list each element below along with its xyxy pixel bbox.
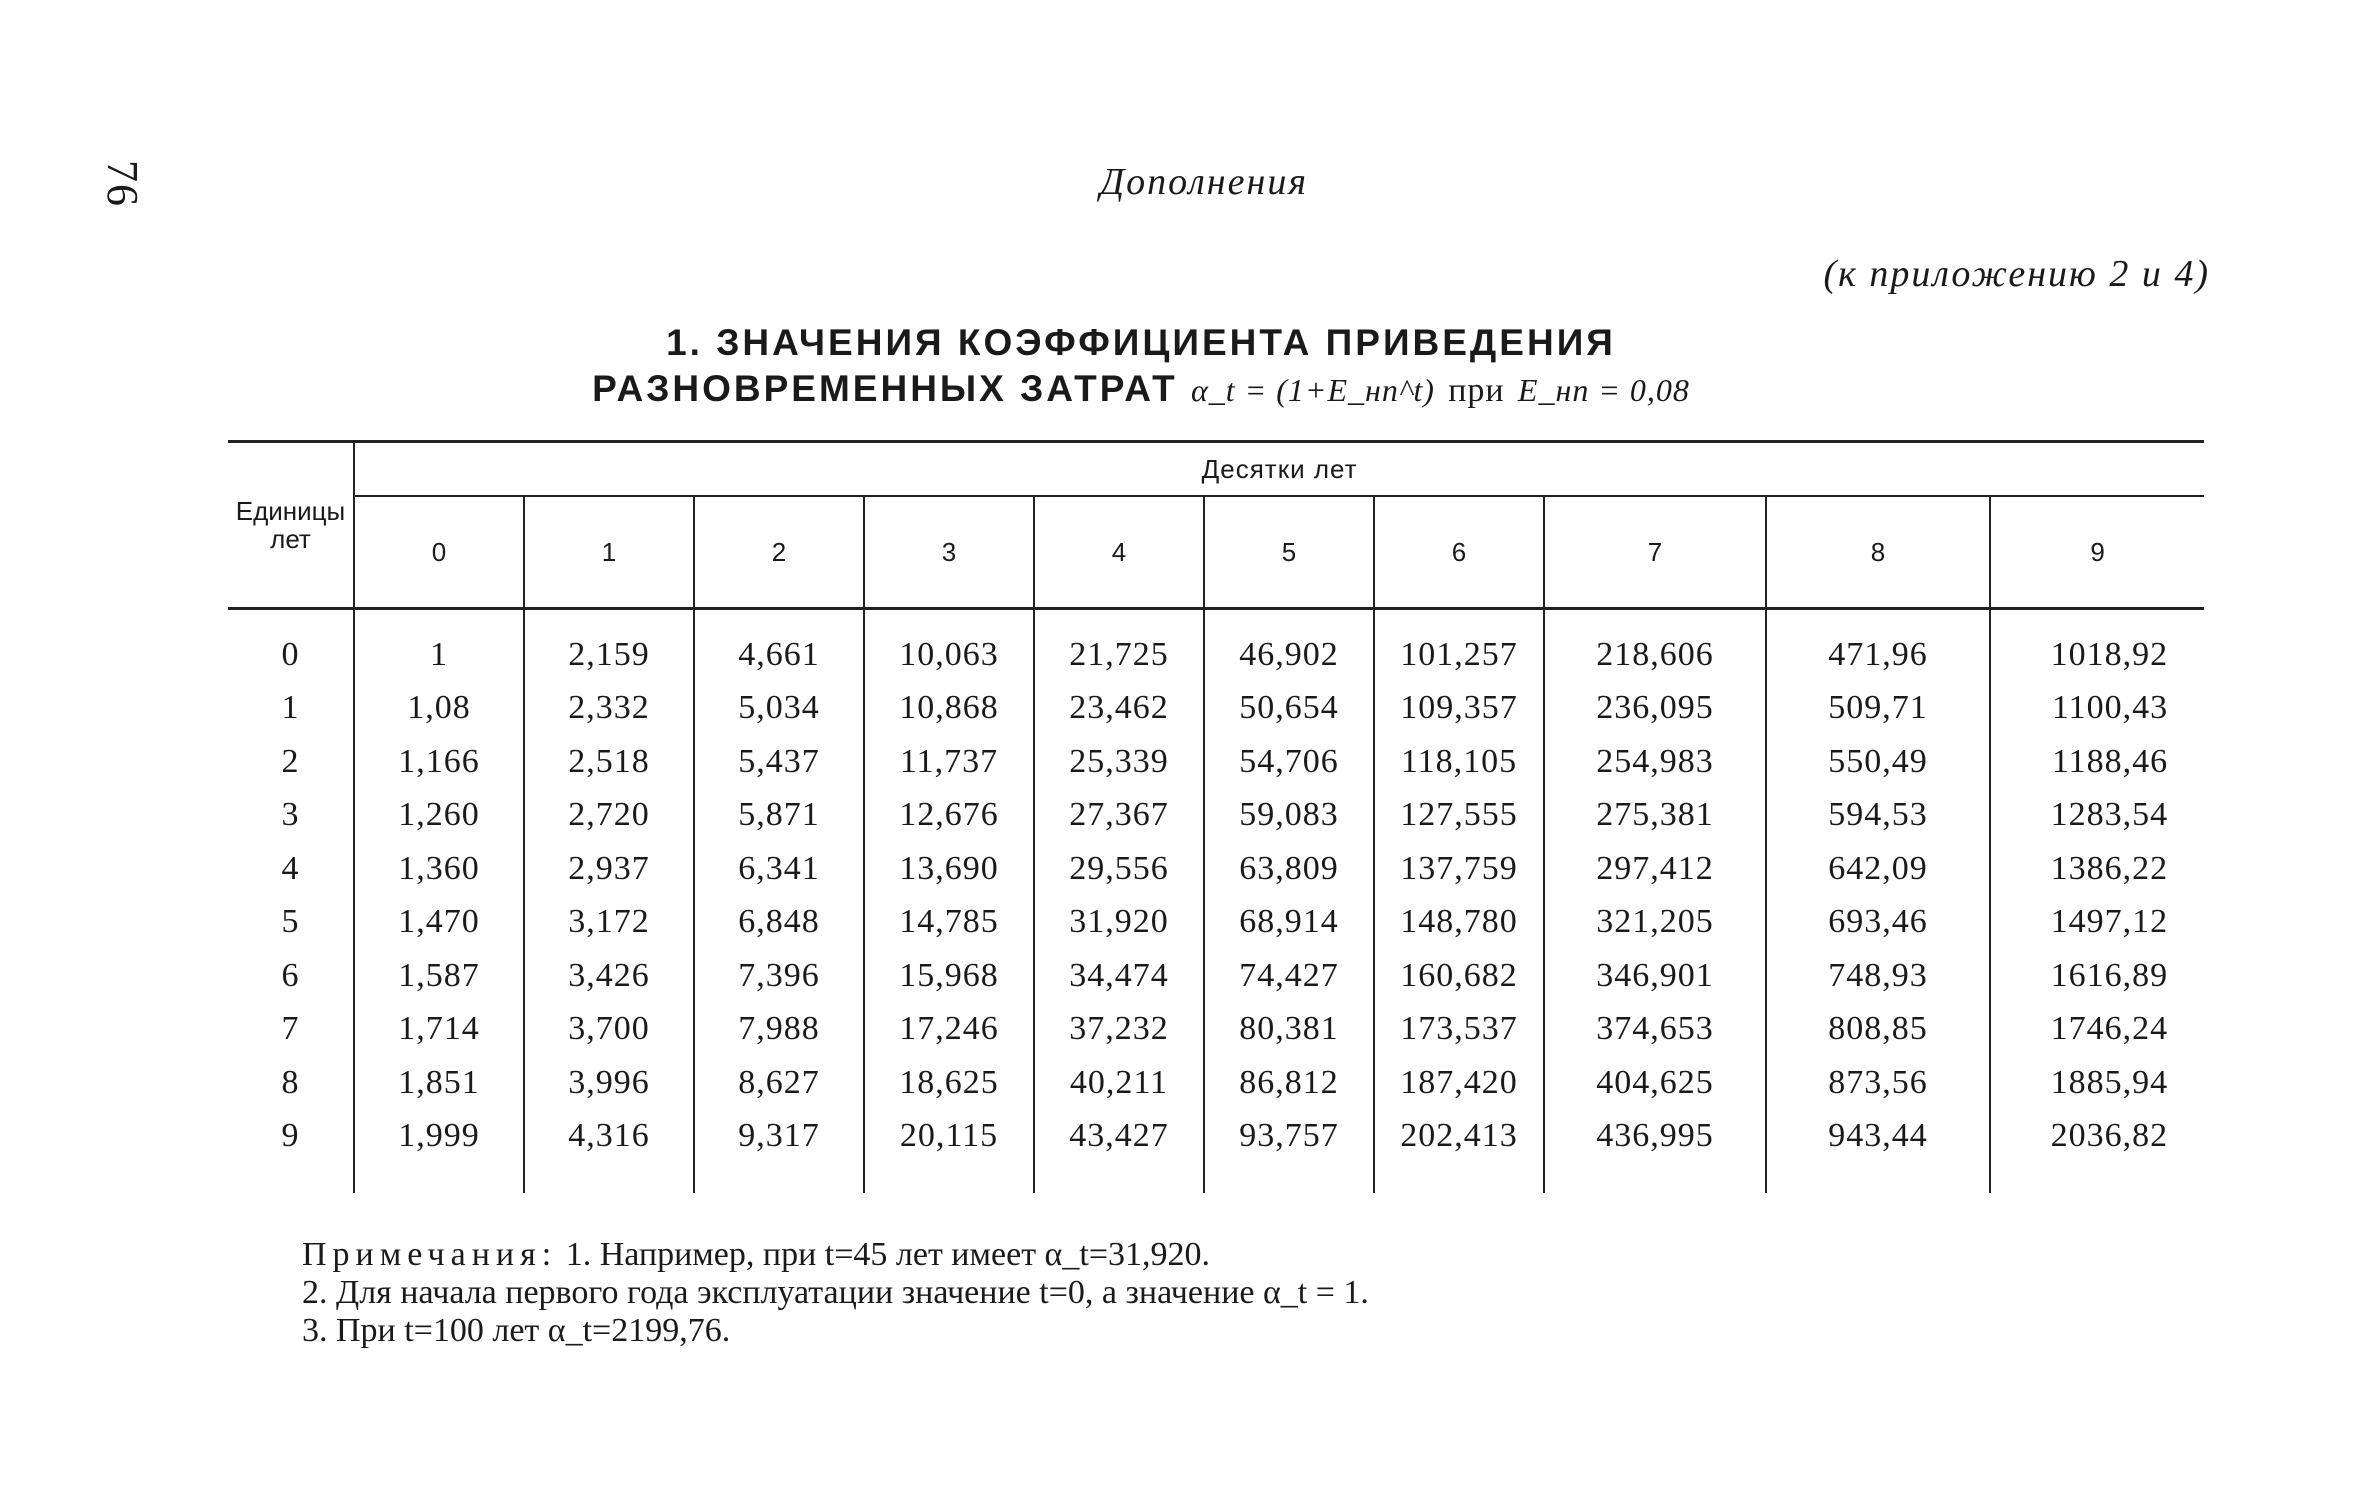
- value-cell: 321,205: [1544, 896, 1766, 950]
- value-cell: 3,996: [524, 1056, 694, 1110]
- value-cell: 101,257: [1374, 628, 1544, 682]
- value-cell: 11,737: [864, 735, 1034, 789]
- unit-cell: 1: [228, 682, 354, 736]
- value-cell: 1188,46: [2051, 742, 2169, 780]
- unit-cell: 5: [228, 896, 354, 950]
- table-row: [228, 735, 2204, 789]
- spacer-cell: [1034, 1163, 1204, 1193]
- value-cell: 148,780: [1374, 896, 1544, 950]
- value-cell: 594,53: [1766, 789, 1990, 843]
- notes-label: Примечания:: [302, 1236, 558, 1273]
- table-row: [228, 1003, 2204, 1057]
- spacer-cell: [1544, 1163, 1766, 1193]
- title-condition-word: при: [1448, 372, 1505, 409]
- spacer-cell: [1374, 1163, 1544, 1193]
- spacer-cell: [1990, 609, 2204, 629]
- value-cell: 10,868: [864, 682, 1034, 736]
- value-cell: 1,260: [354, 789, 524, 843]
- value-cell: 1100,43: [2051, 689, 2169, 727]
- section-header: Дополнения: [1100, 161, 1309, 203]
- value-cell: 160,682: [1374, 949, 1544, 1003]
- value-cell: 80,381: [1204, 1003, 1374, 1057]
- value-cell: 5,437: [694, 735, 864, 789]
- value-cell: 1,360: [354, 842, 524, 896]
- table-title-line-2: [0, 368, 2322, 410]
- value-cell: 3,700: [524, 1003, 694, 1057]
- unit-cell: 6: [228, 949, 354, 1003]
- value-cell: 2,720: [524, 789, 694, 843]
- value-cell: 275,381: [1544, 789, 1766, 843]
- appendix-reference: (к приложению 2 и 4): [1823, 253, 2210, 295]
- value-cell: 173,537: [1374, 1003, 1544, 1057]
- value-cell: 436,995: [1544, 1110, 1766, 1164]
- value-cell: 693,46: [1766, 896, 1990, 950]
- value-cell: 1,587: [354, 949, 524, 1003]
- table-title-line-1: 1. ЗНАЧЕНИЯ КОЭФФИЦИЕНТА ПРИВЕДЕНИЯ: [666, 322, 1616, 363]
- decade-header-7: 7: [1544, 496, 1766, 609]
- value-cell: 50,654: [1204, 682, 1374, 736]
- spacer-cell: [228, 609, 354, 629]
- page-number: 76: [98, 160, 147, 208]
- spacer-cell: [694, 1163, 864, 1193]
- title-condition: E_нп = 0,08: [1517, 372, 1690, 408]
- spacer-cell: [694, 609, 864, 629]
- value-cell: 346,901: [1544, 949, 1766, 1003]
- spacer-cell: [524, 1163, 694, 1193]
- value-cell: 218,606: [1544, 628, 1766, 682]
- value-cell: 1,999: [354, 1110, 524, 1164]
- value-cell: 2,159: [524, 628, 694, 682]
- value-cell: 93,757: [1204, 1110, 1374, 1164]
- value-cell: 1,851: [354, 1056, 524, 1110]
- value-cell: 14,785: [864, 896, 1034, 950]
- value-cell: 1885,94: [2050, 1063, 2169, 1101]
- decades-group-header: Десятки лет: [354, 442, 2204, 497]
- table-row: [228, 628, 2204, 682]
- unit-cell: 2: [228, 735, 354, 789]
- value-cell: 34,474: [1034, 949, 1204, 1003]
- table-body: [228, 609, 2204, 1194]
- decade-header-row: [228, 496, 2204, 609]
- spacer-cell: [1766, 609, 1990, 629]
- decade-header-8: 8: [1766, 496, 1990, 609]
- value-cell: 59,083: [1204, 789, 1374, 843]
- value-cell: 404,625: [1544, 1056, 1766, 1110]
- table-row: [228, 1110, 2204, 1164]
- value-cell: 68,914: [1204, 896, 1374, 950]
- value-cell: 748,93: [1766, 949, 1990, 1003]
- unit-cell: 0: [228, 628, 354, 682]
- value-cell: 43,427: [1034, 1110, 1204, 1164]
- value-cell: 29,556: [1034, 842, 1204, 896]
- value-cell: 808,85: [1766, 1003, 1990, 1057]
- value-cell: 374,653: [1544, 1003, 1766, 1057]
- value-cell: 943,44: [1766, 1110, 1990, 1164]
- value-cell: 202,413: [1374, 1110, 1544, 1164]
- spacer-cell: [1374, 609, 1544, 629]
- value-cell: 236,095: [1544, 682, 1766, 736]
- value-cell: 3,426: [524, 949, 694, 1003]
- table-row: [228, 789, 2204, 843]
- notes: [302, 1236, 1369, 1350]
- value-cell: 9,317: [694, 1110, 864, 1164]
- value-cell: 7,396: [694, 949, 864, 1003]
- decade-header-1: 1: [524, 496, 694, 609]
- spacer-cell: [864, 609, 1034, 629]
- spacer-cell: [354, 1163, 524, 1193]
- value-cell: 8,627: [694, 1056, 864, 1110]
- spacer-cell: [228, 1163, 354, 1193]
- decade-header-2: 2: [694, 496, 864, 609]
- value-cell: 15,968: [864, 949, 1034, 1003]
- value-cell: 1283,54: [2050, 796, 2169, 834]
- coefficient-table-container: [228, 440, 2204, 1193]
- value-cell: 1,08: [354, 682, 524, 736]
- value-cell: 2,518: [524, 735, 694, 789]
- decade-header-4: 4: [1034, 496, 1204, 609]
- note-line-1: [302, 1236, 1369, 1274]
- value-cell: 40,211: [1034, 1056, 1204, 1110]
- value-cell: 37,232: [1034, 1003, 1204, 1057]
- value-cell: 7,988: [694, 1003, 864, 1057]
- value-cell: 550,49: [1766, 735, 1990, 789]
- value-cell: 1: [354, 628, 524, 682]
- value-cell: 27,367: [1034, 789, 1204, 843]
- value-cell: 1,166: [354, 735, 524, 789]
- value-cell: 2,937: [524, 842, 694, 896]
- table-row: [228, 896, 2204, 950]
- spacer-row: [228, 609, 2204, 629]
- note-line-2: 2. Для начала первого года эксплуатации значение t=0, а значение α_t = 1.: [302, 1274, 1369, 1311]
- value-cell: 5,871: [694, 789, 864, 843]
- unit-cell: 9: [228, 1110, 354, 1164]
- spacer-cell: [1990, 1163, 2204, 1193]
- value-cell: 18,625: [864, 1056, 1034, 1110]
- table-row: [228, 949, 2204, 1003]
- spacer-cell: [1204, 1163, 1374, 1193]
- value-cell: 137,759: [1374, 842, 1544, 896]
- value-cell: 6,848: [694, 896, 864, 950]
- value-cell: 1746,24: [2050, 1010, 2169, 1048]
- value-cell: 1,714: [354, 1003, 524, 1057]
- spacer-cell: [1544, 609, 1766, 629]
- value-cell: 25,339: [1034, 735, 1204, 789]
- spacer-cell: [1204, 609, 1374, 629]
- decade-header-9: 9: [1990, 496, 2204, 609]
- value-cell: 3,172: [524, 896, 694, 950]
- value-cell: 12,676: [864, 789, 1034, 843]
- value-cell: 1616,89: [2050, 956, 2169, 994]
- value-cell: 17,246: [864, 1003, 1034, 1057]
- value-cell: 1497,12: [2050, 903, 2169, 941]
- value-cell: 118,105: [1374, 735, 1544, 789]
- decade-header-6: 6: [1374, 496, 1544, 609]
- value-cell: 6,341: [694, 842, 864, 896]
- value-cell: 109,357: [1374, 682, 1544, 736]
- value-cell: 4,316: [524, 1110, 694, 1164]
- coefficient-table: [228, 440, 2204, 1193]
- note-text-1: 1. Например, при t=45 лет имеет α_t=31,920.: [565, 1236, 1210, 1273]
- decade-header-3: 3: [864, 496, 1034, 609]
- table-row: [228, 1056, 2204, 1110]
- value-cell: 127,555: [1374, 789, 1544, 843]
- spacer-row: [228, 1163, 2204, 1193]
- unit-cell: 4: [228, 842, 354, 896]
- value-cell: 31,920: [1034, 896, 1204, 950]
- value-cell: 509,71: [1766, 682, 1990, 736]
- value-cell: 86,812: [1204, 1056, 1374, 1110]
- title-formula: α_t = (1+E_нп^t): [1190, 372, 1435, 408]
- units-column-header: Единицы лет: [228, 442, 354, 609]
- value-cell: 873,56: [1766, 1056, 1990, 1110]
- spacer-cell: [354, 609, 524, 629]
- value-cell: 471,96: [1766, 628, 1990, 682]
- value-cell: 21,725: [1034, 628, 1204, 682]
- value-cell: 2036,82: [2050, 1117, 2169, 1155]
- value-cell: 63,809: [1204, 842, 1374, 896]
- decade-header-0: 0: [354, 496, 524, 609]
- value-cell: 54,706: [1204, 735, 1374, 789]
- value-cell: 10,063: [864, 628, 1034, 682]
- decade-header-5: 5: [1204, 496, 1374, 609]
- spacer-cell: [864, 1163, 1034, 1193]
- spacer-cell: [1766, 1163, 1990, 1193]
- value-cell: 20,115: [864, 1110, 1034, 1164]
- value-cell: 2,332: [524, 682, 694, 736]
- value-cell: 5,034: [694, 682, 864, 736]
- value-cell: 187,420: [1374, 1056, 1544, 1110]
- table-row: [228, 682, 2204, 736]
- spacer-cell: [524, 609, 694, 629]
- note-line-3: 3. При t=100 лет α_t=2199,76.: [302, 1312, 731, 1349]
- unit-cell: 7: [228, 1003, 354, 1057]
- value-cell: 23,462: [1034, 682, 1204, 736]
- value-cell: 297,412: [1544, 842, 1766, 896]
- value-cell: 46,902: [1204, 628, 1374, 682]
- unit-cell: 3: [228, 789, 354, 843]
- value-cell: 4,661: [694, 628, 864, 682]
- value-cell: 1018,92: [2050, 635, 2169, 673]
- value-cell: 1386,22: [2050, 849, 2169, 887]
- table-row: [228, 842, 2204, 896]
- value-cell: 74,427: [1204, 949, 1374, 1003]
- value-cell: 13,690: [864, 842, 1034, 896]
- value-cell: 254,983: [1544, 735, 1766, 789]
- spacer-cell: [1034, 609, 1204, 629]
- title-prefix: РАЗНОВРЕМЕННЫХ ЗАТРАТ: [592, 368, 1178, 409]
- unit-cell: 8: [228, 1056, 354, 1110]
- value-cell: 642,09: [1766, 842, 1990, 896]
- value-cell: 1,470: [354, 896, 524, 950]
